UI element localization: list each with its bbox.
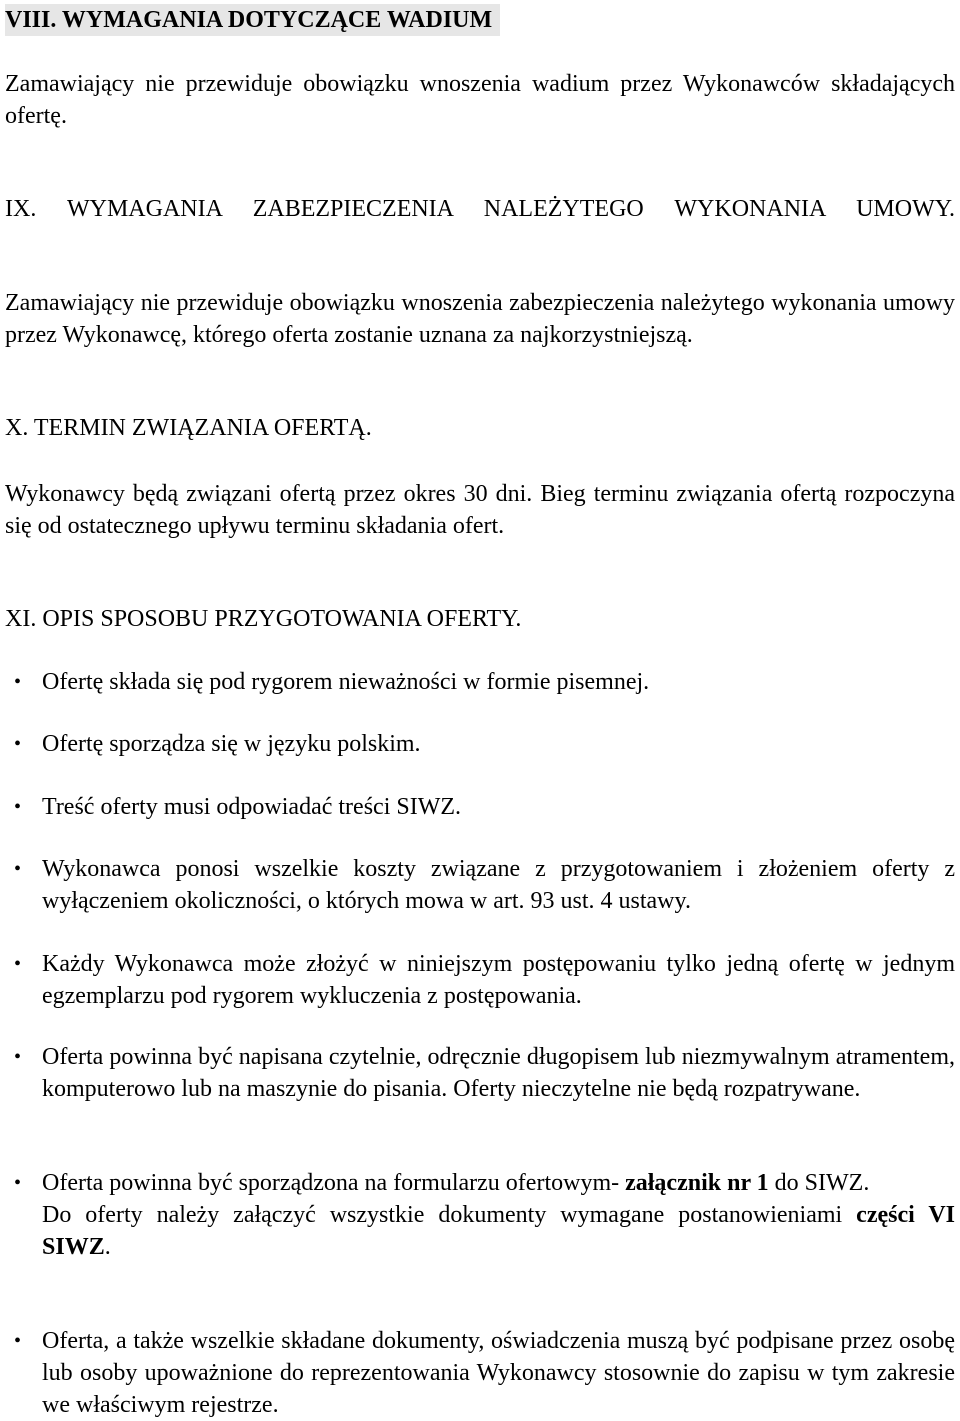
list-item-text: Ofertę sporządza się w języku polskim. bbox=[42, 731, 421, 757]
section-viii-body bbox=[5, 68, 955, 132]
section-reference: części VI SIWZ bbox=[42, 1202, 955, 1260]
bullet-icon: • bbox=[14, 1172, 22, 1194]
section-heading: XI. OPIS SPOSOBU PRZYGOTOWANIA OFERTY. bbox=[5, 606, 522, 632]
list-item bbox=[5, 948, 955, 1012]
bullet-icon: • bbox=[14, 796, 22, 818]
list-item-text-a: Oferta powinna być sporządzona na formularzu ofertowym- bbox=[42, 1170, 626, 1196]
list-item bbox=[5, 1041, 955, 1105]
list-item-text: Ofertę składa się pod rygorem nieważności w formie pisemnej. bbox=[42, 669, 650, 695]
list-item-text: Treść oferty musi odpowiadać treści SIWZ. bbox=[42, 794, 462, 820]
list-item-text: Oferta powinna być napisana czytelnie, odręcznie długopisem lub niezmywalnym atramentem, komputerowo lub na maszynie do pisania. Oferty nieczytelne nie będą rozpatrywane. bbox=[42, 1044, 955, 1102]
list-item-text-c: Do oferty należy załączyć wszystkie dokumenty wymagane postanowieniami bbox=[42, 1202, 857, 1228]
heading-text: VIII. WYMAGANIA DOTYCZĄCE WADIUM bbox=[5, 4, 500, 36]
paragraph: Zamawiający nie przewiduje obowiązku wnoszenia zabezpieczenia należytego wykonania umowy przez Wykonawcę, którego oferta zostanie uznana za najkorzystniejszą. bbox=[5, 290, 955, 348]
list-item bbox=[5, 853, 955, 917]
section-xi bbox=[5, 603, 955, 635]
paragraph: Wykonawcy będą związani ofertą przez okres 30 dni. Bieg terminu związania ofertą rozpoczyna się od ostatecznego upływu terminu składania ofert. bbox=[5, 481, 955, 539]
list-item-text: Oferta, a także wszelkie składane dokumenty, oświadczenia muszą być podpisane przez osobę lub osoby upoważnione do reprezentowania Wykonawcy stosownie do zapisu w tym zakresie we właściwym rejestrze. bbox=[42, 1328, 955, 1418]
list-item-text: Każdy Wykonawca może złożyć w niniejszym postępowaniu tylko jedną ofertę w jednym egzemplarzu pod rygorem wykluczenia z postępowania. bbox=[42, 951, 955, 1009]
section-viii bbox=[5, 4, 955, 36]
list-item bbox=[5, 1167, 955, 1263]
bullet-icon: • bbox=[14, 733, 22, 755]
list-item-text-d: . bbox=[104, 1234, 111, 1260]
bullet-icon: • bbox=[14, 1330, 22, 1352]
bullet-icon: • bbox=[14, 1046, 22, 1068]
list-item bbox=[5, 728, 955, 760]
list-item bbox=[5, 666, 955, 698]
bullet-icon: • bbox=[14, 858, 22, 880]
section-heading: X. TERMIN ZWIĄZANIA OFERTĄ. bbox=[5, 415, 372, 441]
section-ix bbox=[5, 193, 955, 225]
list-item bbox=[5, 1325, 955, 1421]
paragraph: Zamawiający nie przewiduje obowiązku wnoszenia wadium przez Wykonawców składających ofertę. bbox=[5, 71, 955, 129]
list-item-text-b: do SIWZ. bbox=[768, 1170, 870, 1196]
section-ix-body bbox=[5, 287, 955, 351]
section-heading bbox=[5, 4, 955, 36]
list-item bbox=[5, 791, 955, 823]
bullet-icon: • bbox=[14, 671, 22, 693]
list-item-text: Wykonawca ponosi wszelkie koszty związane z przygotowaniem i złożeniem oferty z wyłączeniem okoliczności, o których mowa w art. 93 ust. 4 ustawy. bbox=[42, 856, 955, 914]
section-x bbox=[5, 412, 955, 444]
section-heading bbox=[5, 193, 955, 225]
heading-text: IX. WYMAGANIA ZABEZPIECZENIA NALEŻYTEGO WYKONANIA UMOWY. bbox=[5, 196, 955, 222]
attachment-reference: załącznik nr 1 bbox=[625, 1170, 769, 1196]
section-x-body bbox=[5, 478, 955, 542]
bullet-icon: • bbox=[14, 953, 22, 975]
